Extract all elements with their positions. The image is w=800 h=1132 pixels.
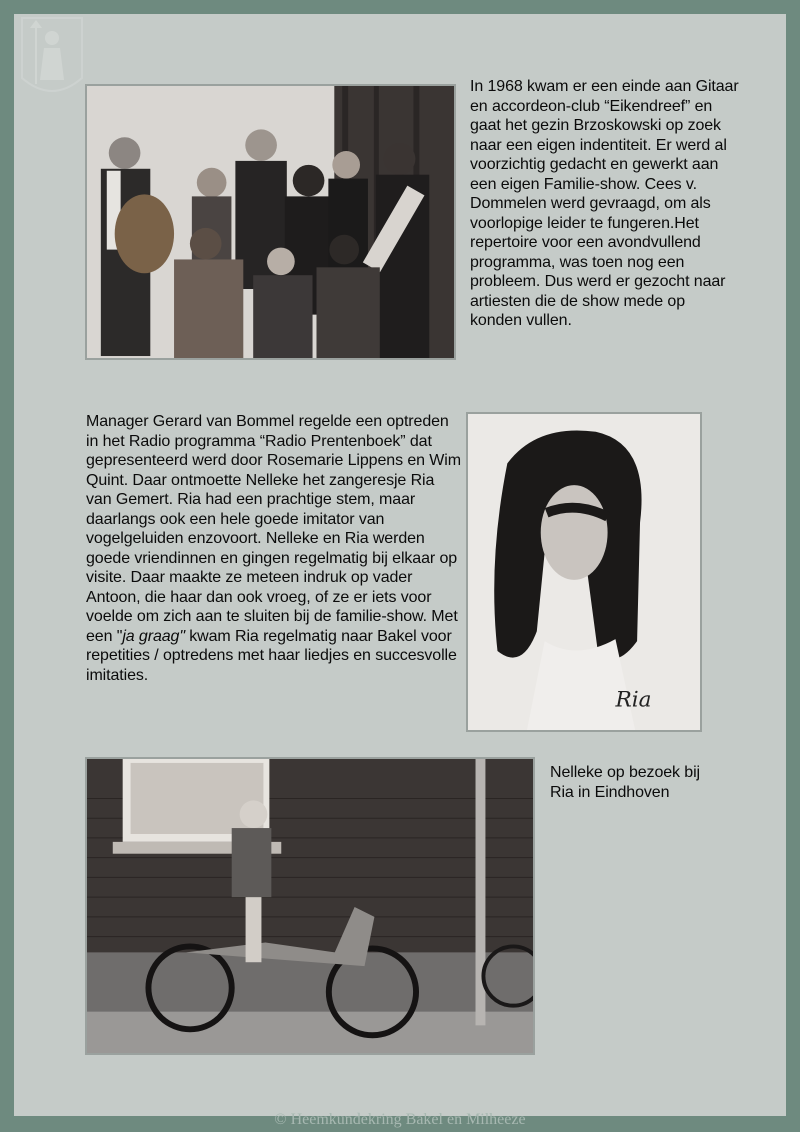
- heemkundekring-emblem-icon: [16, 8, 88, 108]
- ria-signature: Ria: [615, 687, 652, 713]
- ria-story-paragraph: [86, 412, 461, 685]
- family-show-group-photo: [85, 84, 456, 360]
- ria-portrait-photo: [466, 412, 702, 732]
- ja-graag-emphasis: ja graag": [122, 627, 185, 645]
- ria-story-text: Manager Gerard van Bommel regelde een optreden in het Radio programma “Radio Prentenboek” dat gepresenteerd werd door Rosemarie Lippens en Wim Quint. Daar ontmoette Nelleke het zangeresje Ria van Gemert. Ria had een prachtige stem, maar daarlangs ook een hele goede imitator van vogelgeluiden enzovoort. Nelleke en Ria werden goede vriendinnen en gingen regelmatig bij elkaar op visite. Daar maakte ze meteen indruk op vader Antoon, die haar dan ook vroeg, of ze er iets voor voelde om zich aan te sluiten bij de familie-show. Met een "ja graag" kwam Ria regelmatig naar Bakel voor repetities / optredens met haar liedjes en succesvolle imitaties.: [86, 413, 461, 684]
- nelleke-moped-photo: [85, 757, 535, 1055]
- copyright-footer: © Heemkundekring Bakel en Milheeze: [274, 1111, 526, 1128]
- page: [14, 14, 786, 1116]
- moped-photo-caption: [550, 763, 710, 802]
- intro-paragraph: [470, 77, 740, 331]
- intro-paragraph-text: In 1968 kwam er een einde aan Gitaar en accordeon-club “Eikendreef” en gaat het gezin Brzoskowski op zoek naar een eigen indentiteit. Er werd al voorzichtig gedacht en gewerkt aan een eigen Familie-show. Cees v. Dommelen werd gevraagd, om als voorlopige leider te fungeren.Het repertoire voor een avondvullend programma, was toen nog een probleem. Dus werd er gezocht naar artiesten die de show mede op konden vullen.: [470, 78, 739, 329]
- moped-photo-caption-text: Nelleke op bezoek bij Ria in Eindhoven: [550, 764, 700, 801]
